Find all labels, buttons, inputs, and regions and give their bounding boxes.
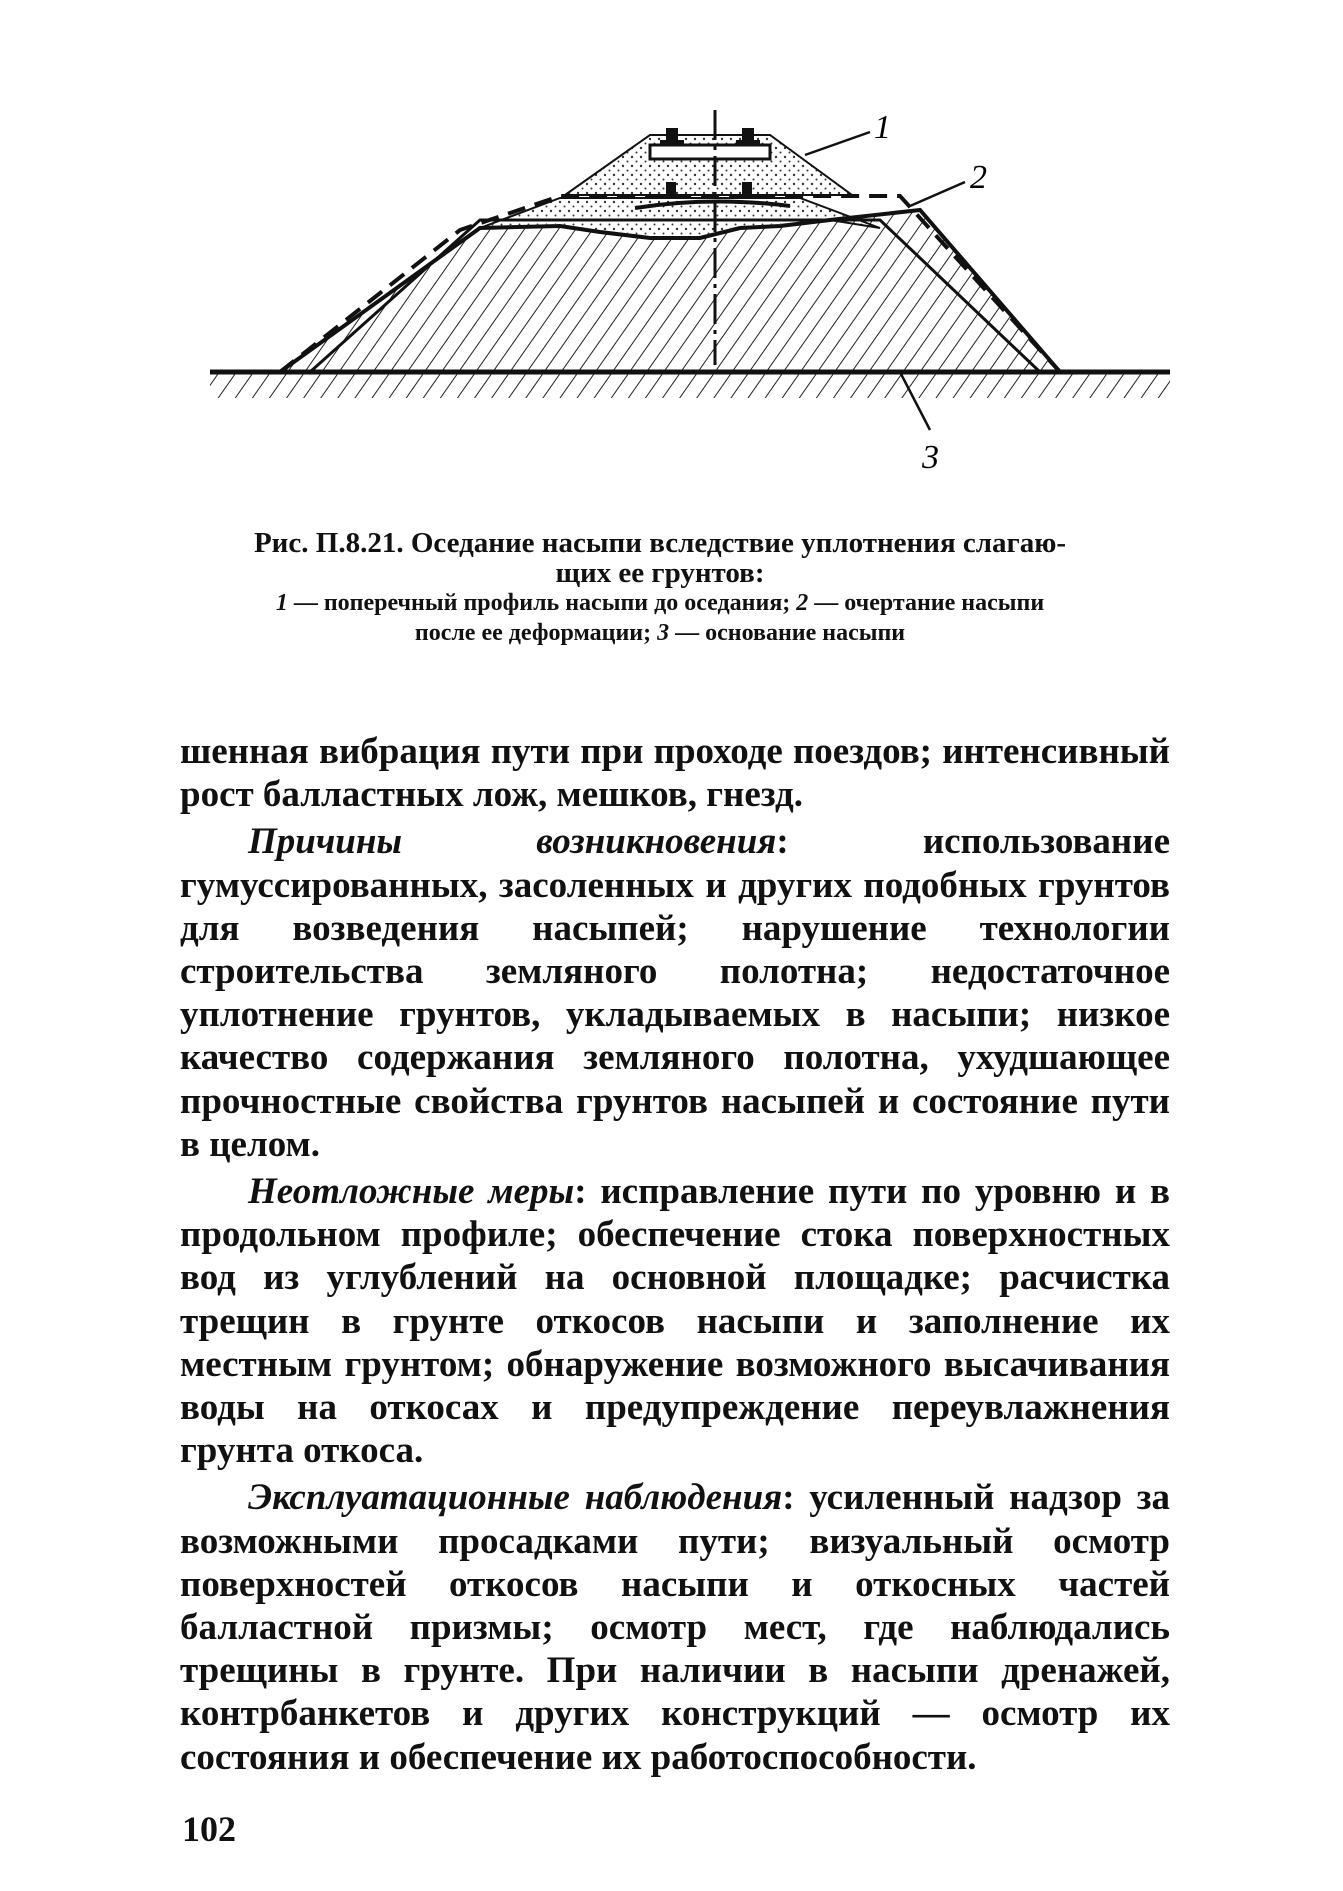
legend-text-2: — очертание насыпи (808, 590, 1045, 616)
caption-legend-line1 (160, 588, 1160, 618)
paragraph-continuation: шенная вибрация пути при проходе поездов; интенсивный рост балластных лож, мешков, гнезд. (180, 731, 1170, 816)
paragraph-causes-body: : использование гумуссированных, засоленных и других подобных грунтов для возведения насыпей; нарушение технологии строительства земляного полотна; недостаточное уплотнение грунтов, укладываемых в насыпи; низкое качество содержания земляного полотна, ухудшающее прочностные свойства грунтов насыпей и состояние пути в целом. (180, 821, 1170, 1165)
paragraph-observations (180, 1476, 1170, 1778)
body-text (180, 730, 1170, 1779)
paragraph-urgent-measures (180, 1170, 1170, 1472)
legend-text-3: после ее деформации; (414, 620, 658, 646)
ground-hatch (210, 374, 1170, 398)
legend-text-4: — основание насыпи (669, 620, 906, 646)
paragraph-causes (180, 820, 1170, 1166)
embankment-diagram (180, 110, 1180, 490)
original-sleeper (650, 145, 770, 159)
embankment-settlement-figure (180, 110, 1180, 490)
paragraph-urgent-measures-lead: Неотложные меры (248, 1171, 575, 1213)
paragraph-observations-body: : усиленный надзор за возможными просадками пути; визуальный осмотр поверхностей откосов насыпи и откосных частей балластной призмы; осмотр мест, где наблюдались трещины в грунте. При наличии в насыпи дренажей, контрбанкетов и других конструкций — осмотр их состояния и обеспечение их работоспособности. (180, 1477, 1170, 1778)
page-number: 102 (182, 1809, 236, 1849)
caption-legend-line2 (160, 618, 1160, 648)
legend-num-1: 1 (275, 590, 288, 616)
caption-title-line2: щих ее грунтов: (555, 557, 765, 589)
caption-title-line1: Рис. П.8.21. Оседание насыпи вследствие уплотнения слагаю- (253, 527, 1067, 559)
legend-text-1: — поперечный профиль насыпи до оседания; (287, 590, 797, 616)
figure-label-1: 1 (874, 110, 891, 146)
figure-label-2: 2 (970, 159, 987, 196)
paragraph-causes-lead: Причины возникновения (248, 821, 777, 863)
paragraph-observations-lead: Эксплуатационные наблюдения (248, 1477, 783, 1519)
legend-num-3: 3 (657, 620, 670, 646)
leader-2 (910, 182, 965, 206)
paragraph-urgent-measures-body: : исправление пути по уровню и в продольном профиле; обеспечение стока поверхностных вод из углублений на основной площадке; расчистка трещин в грунте откосов насыпи и заполнение их местным грунтом; обнаружение возможного высачивания воды на откосах и предупреждение переувлажнения грунта откоса. (180, 1171, 1170, 1472)
figure-caption (160, 528, 1160, 648)
figure-label-3: 3 (922, 439, 939, 476)
leader-1 (805, 132, 870, 155)
legend-num-2: 2 (796, 590, 809, 616)
